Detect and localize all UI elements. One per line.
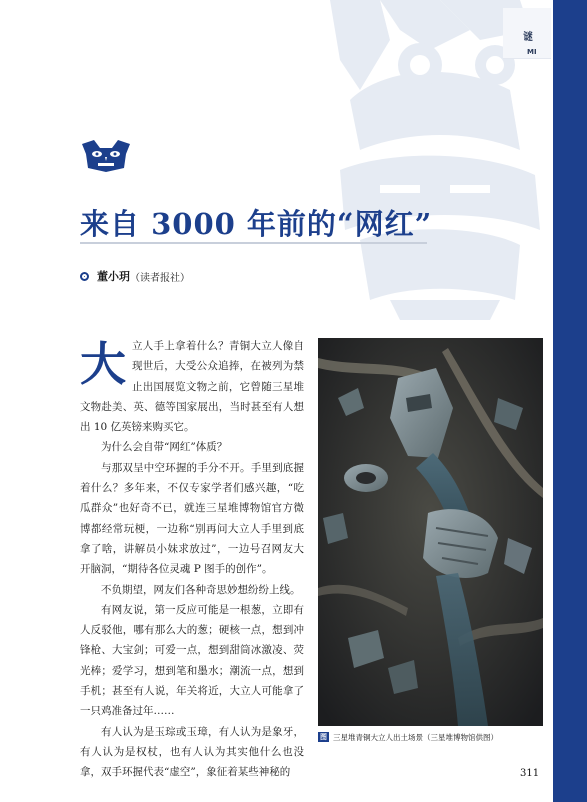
paragraph-1-text: 立人手上拿着什么？青铜大立人像自现世后，大受公众追捧，在被列为禁止出国展览文物之前，它曾随三星堆文物赴美、英、德等国家展出，当时甚至有人想出 10 亿英镑来购买它。	[80, 340, 304, 434]
excavation-photo	[318, 338, 543, 726]
title-underline	[80, 242, 427, 244]
section-tab	[503, 8, 551, 59]
photo-caption	[318, 731, 498, 743]
drop-cap: 大	[80, 337, 126, 391]
caption-badge: 图	[320, 733, 327, 741]
paragraph-4: 不负期望，网友们各种奇思妙想纷纷上线。	[101, 583, 301, 596]
article-title: 来自 3000 年前的“网红”	[80, 207, 433, 241]
page-number: 311	[520, 768, 540, 779]
article-body	[80, 336, 304, 783]
paragraph-2: 为什么会自带“网红”体质？	[101, 441, 228, 454]
caption-text: 三星堆青铜大立人出土场景（三星堆博物馆供图）	[333, 732, 498, 742]
excavation-photo-illustration	[318, 338, 543, 726]
section-label-zh: 谜	[523, 32, 533, 43]
author-organization: （读者报社）	[130, 272, 190, 284]
author-bullet-icon	[80, 272, 89, 281]
right-color-band	[553, 0, 587, 802]
author-line	[80, 268, 190, 284]
section-label-en: MI	[527, 48, 537, 56]
author-name: 董小玥	[97, 270, 130, 283]
paragraph-1	[80, 336, 304, 437]
paragraph-5: 有网友说，第一反应可能是一根葱，立即有人反驳他，哪有那么大的葱；硬核一点，想到冲锋枪、大宝剑；可爱一点，想到甜筒冰激凌、荧光棒；爱学习，想到笔和墨水；潮流一点，想到手机；甚至有人说，年关将近，大立人可能拿了一只鸡准备过年……	[80, 603, 304, 718]
paragraph-6: 有人认为是玉琮或玉璋，有人认为是象牙，有人认为是权杖，也有人认为其实他什么也没拿，双手环握代表“虚空”，象征着某些神秘的	[80, 725, 304, 779]
paragraph-3: 与那双呈中空环握的手分不开。手里到底握着什么？多年来，不仅专家学者们感兴趣，“吃瓜群众”也好奇不已，就连三星堆博物馆官方微博都经常玩梗，一边称“别再问大立人手里到底拿了啥，讲解员小妹求放过”，一边号召网友大开脑洞，“期待各位灵魂 P 图手的创作”。	[80, 461, 304, 576]
bronze-mask-icon	[80, 138, 132, 174]
